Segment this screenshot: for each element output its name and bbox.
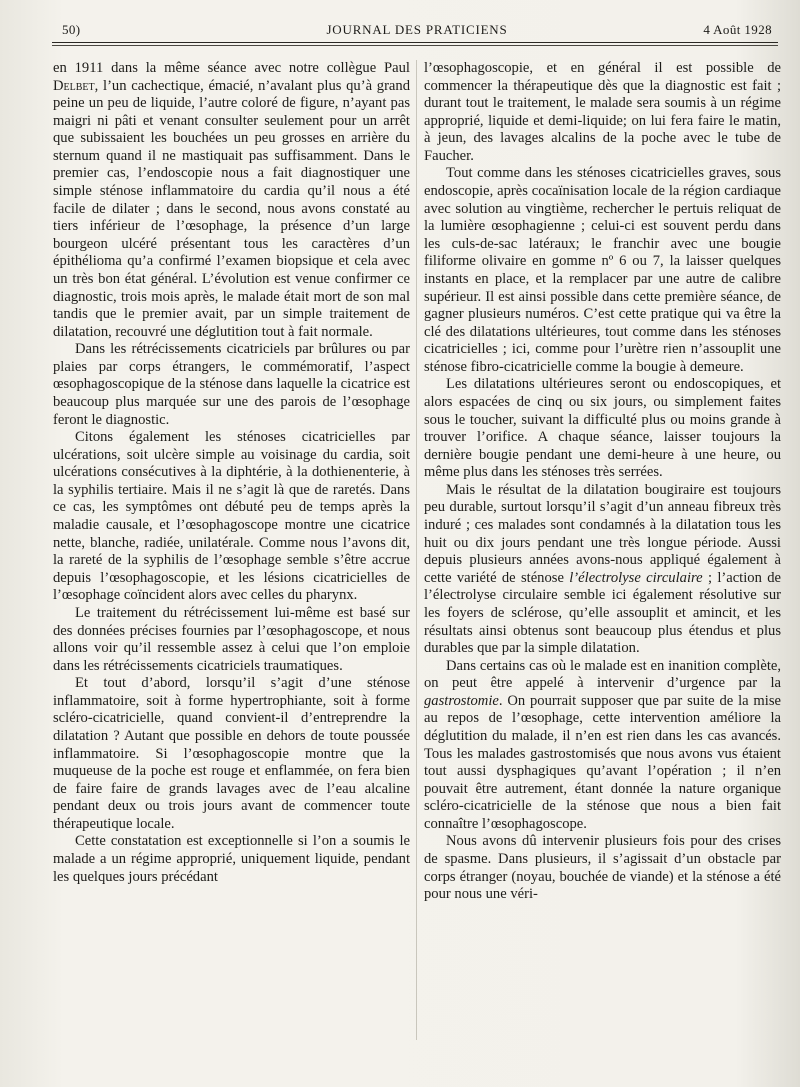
journal-title: JOURNAL DES PRATICIENS (326, 22, 508, 37)
header-rule-secondary (52, 45, 778, 46)
column-divider (416, 60, 417, 1040)
header-rule (52, 42, 778, 43)
paragraph: l’œsophagoscopie, et en général il est possible de commencer la thérapeutique dès que la diagnostic est fait ; durant tout le traitement, le malade sera soumis à un régime approprié, liquide et demi-liquide; on lui fera faire le matin, à jeun, des lavages alcalins de la poche avec le tube de Faucher. (424, 60, 781, 164)
text-run: Mais le résultat de la dilatation bougiraire est toujours peu durable, surtout lorsqu’il s’agit d’un anneau fibreux très induré ; ces malades sont condamnés à la dilatation tous les huit ou dix jours pendant une très longue période. Aussi depuis plusieurs années avons-nous appliqué également à cette variété de sténose (424, 481, 781, 586)
paragraph (424, 482, 781, 658)
right-column (424, 60, 781, 904)
paragraph: Les dilatations ultérieures seront ou endoscopiques, et alors espacées de cinq ou six jours, ou simplement faites sous le toucher, suivant la difficulté plus ou moins grande à trouver l’orifice. A chaque séance, laisser toujours la dernière bougie pendant une demi-heure à une heure, ou même plus dans les sténoses très serrées. (424, 376, 781, 481)
page-number: 50) (62, 22, 81, 37)
paragraph: Cette constatation est exceptionnelle si l’on a soumis le malade a un régime approprié, uniquement liquide, pendant les quelques jours précédant (53, 833, 410, 885)
text-run: , l’un cachectique, émacié, n’avalant plus qu’à grand peine un peu de liquide, l’autre coloré de figure, n’ayant pas maigri ni pâti et venant consulter seulement pour un arrêt que subissaient les bouchées un peu grosses en arrière du sternum quand il ne mastiquait pas suffisamment. Dans le premier cas, l’endoscopie nous a fait diagnostiquer une simple sténose inflammatoire du cardia qu’il nous a été facile de dilater ; dans le second, nous avons constaté au tiers inférieur de l’œsophage, la présence d’un large bourgeon ulcéré présentant tous les caractères d’un épithélioma qu’a confirmé l’examen biopsique et cela avec un très bon état général. L’évolution est venue confirmer ce diagnostic, trois mois après, le malade était mort de son mal tandis que le premier avait, par un simple traitement de dilatation, recouvré une déglutition tout à fait normale. (53, 77, 410, 340)
paragraph: Et tout d’abord, lorsqu’il s’agit d’une sténose inflammatoire, soit à forme hypertrophiante, soit à forme scléro-cicatricielle, quand convient-il d’entreprendre la dilatation ? Autant que possible en dehors de toute poussée inflammatoire. Si l’œsophagoscopie montre que la muqueuse de la poche est rouge et enflammée, on fera bien de faire faire de grands lavages avec de l’eau alcaline pendant deux ou trois jours avant de commencer toute thérapeutique locale. (53, 675, 410, 832)
left-column (53, 60, 410, 886)
author-name: Delbet (53, 77, 95, 94)
paragraph: Tout comme dans les sténoses cicatricielles graves, sous endoscopie, après cocaïnisation locale de la région cardiaque avec solution au vingtième, rechercher le pertuis reliquat de la lumière œsophagienne ; celui-ci est souvent perdu dans les culs-de-sac latéraux; le franchir avec une bougie filiforme olivaire en gomme nº 6 ou 7, la laisser quelques instants en place, et la remplacer par une autre de calibre supérieur. Il est ainsi possible dans cette première séance, de gagner plusieurs numéros. C’est cette pratique qui va être la clé des dilatations ultérieures, tout comme dans les sténoses cicatricielles ; ici, comme pour l’urètre rien n’assouplit une sténose fibro-cicatricielle comme la bougie à demeure. (424, 165, 781, 375)
text-run: Dans certains cas où le malade est en inanition complète, on peut être appelé à intervenir d’urgence par la (424, 657, 781, 692)
paragraph: Le traitement du rétrécissement lui-même est basé sur des données précises fournies par l’œsophagoscope, et nous allons voir qu’il ressemble assez à celui que l’on emploie dans les rétrécissements cicatriciels traumatiques. (53, 604, 410, 674)
paragraph: Citons également les sténoses cicatricielles par ulcérations, soit ulcère simple au voisinage du cardia, soit ulcérations consécutives à la diphtérie, à la dothienenterie, à la syphilis tertiaire. Mais il ne s’agit là que de raretés. Dans ce cas, les symptômes ont débuté peu de temps après la maladie causale, et l’œsophagoscope montre une cicatrice nette, blanche, radiée, unilatérale. Comme nous l’avons dit, la rareté de la syphilis de l’œsophage semble s’être accrue depuis l’œsophagoscopie, et les lésions cicatricielles de l’œsophage coïncident alors avec celles du pharynx. (53, 429, 410, 604)
italic-term: l’électrolyse circulaire (569, 569, 703, 586)
paragraph: Nous avons dû intervenir plusieurs fois pour des crises de spasme. Dans plusieurs, il s’agissait d’un obstacle par corps étranger (noyau, bouchée de viande) et la sténose a été pour nous une véri- (424, 833, 781, 903)
italic-term: gastrostomie (424, 692, 499, 709)
issue-date: 4 Août 1928 (703, 22, 772, 37)
text-run: ; l’action de l’électrolyse circulaire semble ici également résolutive sur les foyers de sclérose, qu’elle assouplit et amincit, et les résultats ainsi obtenus sont beaucoup plus étendus et plus durables que par la simple dilatation. (424, 569, 781, 657)
running-header (62, 22, 772, 42)
text-run: en 1911 dans la même séance avec notre collègue Paul (53, 60, 410, 76)
paragraph (424, 658, 781, 834)
paragraph: Dans les rétrécissements cicatriciels par brûlures ou par plaies par corps étrangers, le commémoratif, l’aspect œsophagoscopique de la sténose dans laquelle la cicatrice est beaucoup plus marquée sur une des parois de l’œsophage feront le diagnostic. (53, 341, 410, 428)
paragraph (53, 60, 410, 341)
text-run: . On pourrait supposer que par suite de la mise au repos de l’œsophage, cette intervention améliore la déglutition du malade, il n’en est rien dans les cas avancés. Tous les malades gastrostomisés que nous avons vus étaient tout aussi dysphagiques qu’avant l’opération ; il n’en pouvait être autrement, étant donnée la nature organique scléro-cicatricielle de la sténose que nous a bien fait connaître l’œsophagoscope. (424, 692, 781, 832)
